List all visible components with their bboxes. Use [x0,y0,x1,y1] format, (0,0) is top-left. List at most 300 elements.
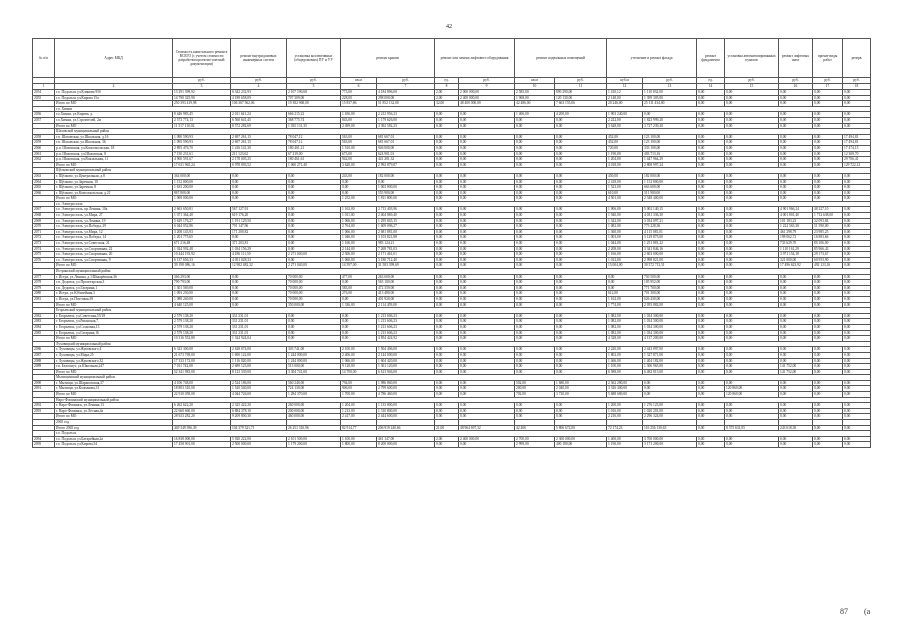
table-cell: 0,00 [515,324,555,330]
table-cell: 0,00 [459,190,515,196]
table-cell: 0,00 [697,196,725,202]
table-cell: 1 066,00 [341,229,377,235]
table-cell: 0,00 [697,386,725,392]
table-cell: 0,00 [555,134,607,140]
table-cell: 2 697 261,15 [231,134,287,140]
table-cell: 0,00 [459,280,515,286]
table-cell: 263 600,00 [377,274,435,280]
table-cell: 11 517 110,02 [173,123,231,129]
table-cell: 0,00 [435,380,459,386]
table-cell: 17 494,81 [843,134,871,140]
table-cell: 8 572 282,69 [231,123,287,129]
address-cell: г.о. Электросталь, ул.Победы, 29 [55,224,173,230]
table-cell: 9 209 800,30 [231,414,287,420]
unit-header-cell: руб. [725,78,779,84]
table-cell: 0,00 [725,313,779,319]
table-cell: 1 093 230,00 [173,291,231,297]
table-cell: 724 130,00 [287,386,341,392]
table-cell: 0,00 [435,442,459,448]
table-cell: 78 047,12 [287,140,341,146]
table-cell: 0,00 [459,179,515,185]
table-cell: 0,00 [697,145,725,151]
table-cell: 3 208 143,93 [173,229,231,235]
unit-header-cell: руб. [173,78,231,84]
table-cell: 2 799 600,00 [377,386,435,392]
table-cell: 0,00 [779,280,813,286]
address-cell: Итого по МО [55,162,173,168]
column-number-cell: 5 [287,84,341,90]
column-header: ремонт крыши [341,39,435,78]
table-cell: 567 127,91 [231,207,287,213]
table-cell: 0,00 [515,179,555,185]
table-cell: 2 499,00 [341,123,377,129]
address-cell: г.о.Химки, ул.Строителей, 2м [55,117,173,123]
table-cell: 0,00 [725,285,779,291]
table-cell: 0,00 [813,319,843,325]
table-cell: 0,00 [813,140,843,146]
table-cell: 0,00 [697,134,725,140]
table-cell: 30 572 713,51 [643,263,697,269]
table-cell: 1 162,00 [607,296,643,302]
table-cell: 2090 [33,380,55,386]
table-cell: 2080 [33,291,55,297]
address-cell: г. Мытищи, ул.Шараповская,37 [55,380,173,386]
table-cell: 0,00 [843,403,871,409]
table-cell: 0,00 [843,442,871,448]
table-cell: 70 000,00 [287,274,341,280]
table-cell: 3 103 821,88 [377,235,435,241]
table-cell: 0,00 [843,386,871,392]
table-cell: 0,00 [459,302,515,308]
table-cell: 0,00 [515,224,555,230]
column-header: прочие виды работ [813,39,843,78]
address-cell: г. Истра, ул.Юбилейная,3 [55,291,173,297]
table-cell: 0,00 [515,358,555,364]
table-cell: 0,00 [555,157,607,163]
table-cell: 0,00 [555,414,607,420]
table-cell: 0,00 [725,403,779,409]
table-cell: 790 793,00 [173,280,231,286]
address-cell: р.п. Шаховская, ул.Вокзальная, 11 [55,157,173,163]
table-cell: 31 583 399,69 [377,263,435,269]
table-cell: 0,00 [459,241,515,247]
table-cell: 2 663 650,81 [173,207,231,213]
table-cell: 2 400 000,00 [459,436,515,442]
table-cell: 1 986 860,00 [377,380,435,386]
table-cell: 2 689 123,00 [231,364,287,370]
table-cell: 0,00 [515,140,555,146]
table-cell: 0,00 [779,173,813,179]
table-cell: 2 171 461,01 [377,252,435,258]
table-cell: 22 660 660,00 [173,408,231,414]
address-cell: г.о. Электросталь, ул.Победы, 14 [55,235,173,241]
table-cell: 4 186 111,50 [231,252,287,258]
table-cell: 2 040,00 [555,386,607,392]
table-cell: 0,00 [697,313,725,319]
table-cell: 0,00 [377,179,435,185]
table-cell: 0,00 [459,185,515,191]
column-number-cell: 15 [725,84,779,90]
page-number: 42 [446,24,452,30]
table-cell: 1 213,00 [341,408,377,414]
table-cell: 0,00 [555,207,607,213]
table-cell: 0,00 [779,95,813,101]
table-cell: 0,00 [813,347,843,353]
table-cell: 1 204,00 [341,403,377,409]
table-cell: 0,00 [459,319,515,325]
table-cell: 0,00 [287,235,341,241]
table-cell: 8 200 000,00 [377,442,435,448]
table-cell: 0,00 [725,263,779,269]
column-header: № п/п [33,39,55,78]
table-cell: 141 752,00 [779,364,813,370]
table-cell: 0,00 [779,179,813,185]
column-header: установка автоматизированных пунктов [725,39,779,78]
table-cell: 1 190,00 [607,442,643,448]
table-cell: 26 251 316,96 [287,425,341,431]
table-cell: 0,00 [779,196,813,202]
table-cell: 0,00 [725,336,779,342]
table-cell: 0,00 [435,319,459,325]
table-cell: 0,00 [231,296,287,302]
table-cell: 0,00 [459,352,515,358]
table-cell: 773 228,36 [643,224,697,230]
table-cell: 0,00 [435,224,459,230]
table-cell: 0,00 [435,196,459,202]
table-cell: 583,00 [341,285,377,291]
column-number-cell: 8 [435,84,459,90]
table-cell: 771 700,00 [643,285,697,291]
table-cell: 5 002 140,15 [643,207,697,213]
table-cell: 0,00 [515,285,555,291]
table-cell: 492 123,16 [813,263,843,269]
table-cell: 983 124,21 [377,241,435,247]
table-cell: 0,00 [287,229,341,235]
capital-repair-table [32,38,871,448]
table-cell: 5 629 176,27 [173,218,231,224]
table-cell: 563 100,00 [377,280,435,286]
table-cell: 0,00 [459,386,515,392]
table-cell: 0,00 [555,140,607,146]
table-cell: 0,00 [779,380,813,386]
table-cell: 0,00 [555,162,607,168]
table-cell: 5 920 222,00 [231,436,287,442]
table-cell: 0,00 [779,442,813,448]
table-cell: 0,00 [515,347,555,353]
table-cell: 0,00 [843,296,871,302]
table-cell: 1 604 420,00 [377,358,435,364]
table-cell: 612,00 [607,291,643,297]
table-cell: 461 298,79 [779,229,813,235]
table-cell: 1 520 540,00 [231,386,287,392]
section-title: Щёлковский муниципальный район [55,168,871,174]
table-cell: 0,00 [435,229,459,235]
table-cell: 0,00 [555,173,607,179]
footer-mark-left: 87 [840,607,848,616]
table-cell: 1 100,00 [607,364,643,370]
table-cell: 0,00 [515,213,555,219]
section-title: г.о. Подольск [55,431,871,437]
table-cell: 0,00 [843,285,871,291]
table-cell: 4 106 748,00 [173,380,231,386]
table-cell: 0,00 [813,392,843,398]
table-cell: 21,00 [435,425,459,431]
table-cell: 0,00 [843,257,871,263]
table-cell: 116 256 130,65 [643,425,697,431]
table-cell: 180 461,21 [287,145,341,151]
table-cell: 441 281,32 [377,157,435,163]
table-cell: 0,00 [435,285,459,291]
table-cell: 0,00 [459,224,515,230]
table-cell: 198 062,72 [779,235,813,241]
table-cell: 17 333 172,00 [173,358,231,364]
table-cell: 3 971 154,18 [779,252,813,258]
column-number-cell: 6 [341,84,377,90]
table-cell: 2 107 190,68 [287,90,341,96]
table-cell: 2 579 138,20 [173,313,231,319]
table-cell: 303 741,00 [287,347,341,353]
table-cell: 0,00 [341,330,377,336]
table-cell: 0,00 [231,173,287,179]
table-cell: 563,00 [341,134,377,140]
address-cell: 2065 год [55,420,173,426]
table-cell: 2083 [33,319,55,325]
table-cell: 171 200,82 [231,229,287,235]
table-cell: 0,00 [459,123,515,129]
table-cell: 1 324 924,04 [231,336,287,342]
table-cell: 0,00 [843,352,871,358]
table-cell: 0,00 [555,123,607,129]
table-cell: 0,00 [697,117,725,123]
section-title: Луховицкий муниципальный район [55,341,871,347]
table-cell: 25 111 434,00 [643,101,697,107]
address-cell: г.п. Шаховская, ул.Школьная, д.16 [55,134,173,140]
table-cell: 702,00 [515,392,555,398]
table-cell: 0,00 [697,213,725,219]
table-cell: 2064 [33,179,55,185]
table-cell: 0,00 [697,140,725,146]
address-cell: Итого по МО [55,123,173,129]
table-cell: 2068 [33,213,55,219]
table-cell: 2092 [33,403,55,409]
table-cell: 2 579 138,20 [173,319,231,325]
table-cell: 1 213 606,23 [377,313,435,319]
table-cell: 17 496 623,92 [779,263,813,269]
table-cell: 2081 [33,296,55,302]
table-cell: 228,00 [341,95,377,101]
table-cell: 0,00 [697,364,725,370]
address-cell: г.о. Электросталь, ул.Советская, 21 [55,241,173,247]
table-cell: 182 000,00 [643,173,697,179]
table-cell: 0,00 [515,196,555,202]
table-cell: 3 304 741,00 [287,369,341,375]
table-cell: 0,00 [287,246,341,252]
table-cell: 42 406 [515,425,555,431]
table-cell: 0,00 [435,280,459,286]
table-cell: 3 180 712,40 [377,257,435,263]
table-cell: 85 966,43 [813,246,843,252]
table-cell: 2 893 476,70 [173,145,231,151]
table-cell: 0,00 [459,207,515,213]
table-cell: 0,00 [555,151,607,157]
column-header: ремонт фундамента [697,39,725,78]
table-cell: 18 803 310,00 [173,386,231,392]
table-cell: 0,00 [697,296,725,302]
table-cell: 0,00 [813,274,843,280]
table-cell: 1 060 271,40 [287,162,341,168]
table-cell: 0,00 [843,117,871,123]
column-number-cell: 1 [33,84,55,90]
table-cell: 1 066,00 [341,358,377,364]
table-cell: 8 123 339,00 [231,369,287,375]
table-cell: 1 011,00 [341,213,377,219]
table-cell: 0,00 [555,347,607,353]
table-cell: 2 011 641,24 [231,112,287,118]
table-cell: 0,00 [779,112,813,118]
table-cell: 0,00 [843,414,871,420]
table-cell: 0,00 [643,392,697,398]
table-cell: 0,00 [697,330,725,336]
table-cell: 0,00 [697,123,725,129]
table-cell: 3 700 000,00 [643,436,697,442]
table-cell: 72 174,23 [607,425,643,431]
table-cell: 6 482 915,00 [643,369,697,375]
table-cell: 1 310 800,00 [377,408,435,414]
table-cell: 0,00 [231,285,287,291]
table-cell: 1 213 606,23 [377,324,435,330]
table-cell: 2056 [33,112,55,118]
table-cell: 0,00 [843,241,871,247]
table-cell: 2072 [33,235,55,241]
table-cell: 0,00 [843,347,871,353]
table-cell: 1 069 000,00 [173,196,231,202]
table-cell: 0,00 [843,252,871,258]
table-cell: 1 700,00 [341,392,377,398]
table-cell: 2067 [33,207,55,213]
column-number-cell: 11 [555,84,607,90]
table-cell: 0,00 [607,280,643,286]
table-cell: 0,00 [459,291,515,297]
table-cell: 0,00 [779,90,813,96]
table-cell: 1 903 240,00 [607,112,643,118]
table-cell: 0,00 [779,157,813,163]
table-cell: 0,00 [231,291,287,297]
address-cell: Итого по МО [55,101,173,107]
table-cell: 1 213 606,23 [377,330,435,336]
table-cell: 48 400 000,00 [459,101,515,107]
table-cell: 0,00 [231,274,287,280]
table-cell: 4 001 801,40 [779,213,813,219]
table-cell: 2 999,00 [515,442,555,448]
table-cell: 0,00 [813,196,843,202]
table-cell: 331 231,01 [231,330,287,336]
table-cell: 0,00 [813,336,843,342]
table-cell: 10 316 552,80 [173,336,231,342]
table-cell: 28 923 282,20 [173,414,231,420]
table-cell: 1 800,00 [341,442,377,448]
table-cell: 0,00 [287,213,341,219]
table-cell: 2 144 000,00 [377,352,435,358]
table-cell: 0,00 [459,162,515,168]
table-cell: 211 123,62 [231,151,287,157]
table-cell: 2 417,00 [341,414,377,420]
table-cell: 7 150 231,61 [173,151,231,157]
table-cell: 2 418,00 [607,179,643,185]
table-cell: 0,00 [515,229,555,235]
table-cell: 0,00 [813,408,843,414]
table-cell: 2 362 280,00 [607,380,643,386]
table-cell: 0,00 [435,369,459,375]
table-cell: 2074 [33,246,55,252]
address-cell: Итого по МО [55,369,173,375]
table-cell: 0,00 [813,414,843,420]
unit-header-cell: руб. [555,78,607,84]
table-cell: 0,00 [435,134,459,140]
table-cell: 0,00 [555,302,607,308]
table-cell: 2 713 403,96 [377,207,435,213]
table-cell: 0,00 [287,173,341,179]
table-cell: 1 110 832,00 [643,90,697,96]
table-cell: 1 504 406,00 [377,347,435,353]
table-cell: 0,00 [555,190,607,196]
address-cell: г. Луховицы, ул.Жуковского,4 [55,347,173,353]
unit-header-cell: руб. [813,78,843,84]
table-cell: 0,00 [843,196,871,202]
unit-header-cell: руб. [779,78,813,84]
table-cell: 2 700,00 [515,436,555,442]
table-cell: 0,00 [555,319,607,325]
table-cell: 7 011 742,00 [173,364,231,370]
table-cell: 0,00 [435,274,459,280]
table-cell: 2085 [33,330,55,336]
table-cell: 1 447 964,29 [643,157,697,163]
table-cell: 0,00 [813,313,843,319]
table-cell: 0,00 [813,369,843,375]
table-cell: 1 082,00 [607,330,643,336]
table-cell: 331 231,01 [231,324,287,330]
table-cell: 0,00 [725,145,779,151]
table-cell: 1 406,00 [515,112,555,118]
table-cell: 2073 [33,241,55,247]
table-cell: 10 444 193,92 [173,252,231,258]
table-cell: 2084 [33,324,55,330]
table-cell: 2088 [33,358,55,364]
table-cell: 0,00 [555,252,607,258]
table-cell: 0,00 [515,207,555,213]
table-cell: 0,00 [843,313,871,319]
column-number-cell: 9 [459,84,515,90]
table-cell: 22 910 058,00 [173,392,231,398]
table-cell: 1 466,00 [607,358,643,364]
address-cell: г. Щёлково, ул.Комсомольская, д.21 [55,190,173,196]
table-cell: 0,00 [697,224,725,230]
table-cell: 2 271 040,00 [287,263,341,269]
table-cell: 2066 [33,190,55,196]
table-cell: 794,00 [341,380,377,386]
table-cell: 0,00 [697,369,725,375]
table-cell: 0,00 [843,330,871,336]
table-cell: 1 336,00 [341,302,377,308]
address-cell: Итого по МО [55,196,173,202]
table-cell: 14 790 325,90 [173,95,231,101]
table-cell: 0,00 [435,179,459,185]
table-cell: 0,00 [555,145,607,151]
table-cell: 0,00 [435,302,459,308]
table-cell: 0,00 [725,414,779,420]
table-cell: 452,00 [607,134,643,140]
table-cell: 461 147,00 [377,436,435,442]
table-cell: 19 382 968,00 [287,101,341,107]
